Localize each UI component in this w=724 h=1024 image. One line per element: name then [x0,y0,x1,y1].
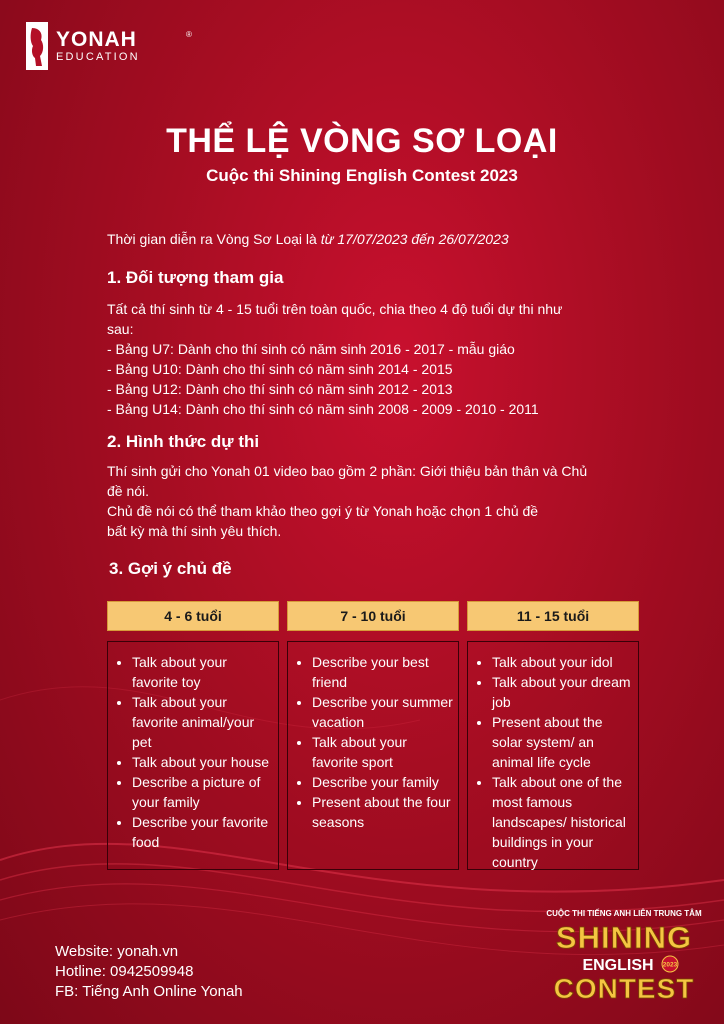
topic-item: • Talk about one of the most famous landscapes/ historical buildings in your country [492,772,634,872]
section2-line: đề nói. [107,483,150,499]
section1-line: - Bảng U14: Dành cho thí sinh có năm sinh 2008 - 2009 - 2010 - 2011 [107,401,539,417]
section2-line: bất kỳ mà thí sinh yêu thích. [107,523,282,539]
section1-line: - Bảng U7: Dành cho thí sinh có năm sinh 2016 - 2017 - mẫu giáo [107,341,515,357]
section1-line: Tất cả thí sinh từ 4 - 15 tuổi trên toàn quốc, chia theo 4 độ tuổi dự thi như [107,301,563,317]
topic-item: • Talk about your house [132,752,274,772]
section1-heading: 1. Đối tượng tham gia [107,268,284,287]
topic-item: • Describe your summer vacation [312,692,454,732]
topic-item: • Describe your family [312,772,454,792]
yonah-logo [26,22,192,70]
section1-line: sau: [107,321,134,337]
topic-item: • Describe a picture of your family [132,772,274,812]
column-header: 7 - 10 tuổi [287,601,459,631]
topic-list-box [467,641,639,870]
topic-item: • Talk about your favorite toy [132,652,274,692]
badge-year-text: 2023 [662,961,678,969]
logo-mark-icon [26,22,48,70]
badge-contest-text: CONTEST [553,973,695,1004]
topic-item: • Talk about your favorite sport [312,732,454,772]
topic-column-11-15 [467,601,639,870]
intro-prefix: Thời gian diễn ra Vòng Sơ Loại là [107,231,321,247]
section2-line: Chủ đề nói có thể tham khảo theo gợi ý từ Yonah hoặc chọn 1 chủ đề [107,503,539,519]
logo-name: YONAH [56,28,137,51]
intro-text [107,231,667,247]
topic-item: • Talk about your favorite animal/your pet [132,692,274,752]
column-header: 11 - 15 tuổi [467,601,639,631]
intro-dates: từ 17/07/2023 đến 26/07/2023 [320,231,509,247]
topic-item: • Present about the four seasons [312,792,454,832]
column-header: 4 - 6 tuổi [107,601,279,631]
page-subtitle: Cuộc thi Shining English Contest 2023 [206,166,518,185]
topic-item: • Describe your favorite food [132,812,274,852]
topic-item: • Talk about your idol [492,652,634,672]
page-title: THỂ LỆ VÒNG SƠ LOẠI [166,122,558,160]
section2-line: Thí sinh gửi cho Yonah 01 video bao gồm 2 phần: Giới thiệu bản thân và Chủ [107,463,588,479]
topic-item: • Present about the solar system/ an animal life cycle [492,712,634,772]
contact-footer [55,942,243,1002]
website-link[interactable]: Website: yonah.vn [55,943,179,960]
badge-top-text: CUỘC THI TIẾNG ANH LIÊN TRUNG TÂM [546,909,702,918]
topic-list-box [287,641,459,870]
section2-body [107,461,667,541]
registered-mark: ® [186,30,192,39]
contest-logo [540,906,708,1004]
logo-subtitle: EDUCATION [56,51,140,63]
badge-shining-text: SHINING [555,920,693,955]
topic-column-7-10 [287,601,459,870]
section2-heading: 2. Hình thức dự thi [107,432,260,451]
topic-item: • Describe your best friend [312,652,454,692]
badge-english-text: ENGLISH [582,957,654,974]
topic-list-box [107,641,279,870]
section1-body [107,299,667,419]
hotline-text: Hotline: 0942509948 [55,963,194,980]
topic-item: • Talk about your dream job [492,672,634,712]
topic-column-4-6 [107,601,279,870]
section3-heading: 3. Gợi ý chủ đề [109,559,232,578]
facebook-text: FB: Tiếng Anh Online Yonah [55,983,243,1000]
section1-line: - Bảng U12: Dành cho thí sinh có năm sinh 2012 - 2013 [107,381,453,397]
section1-line: - Bảng U10: Dành cho thí sinh có năm sinh 2014 - 2015 [107,361,453,377]
